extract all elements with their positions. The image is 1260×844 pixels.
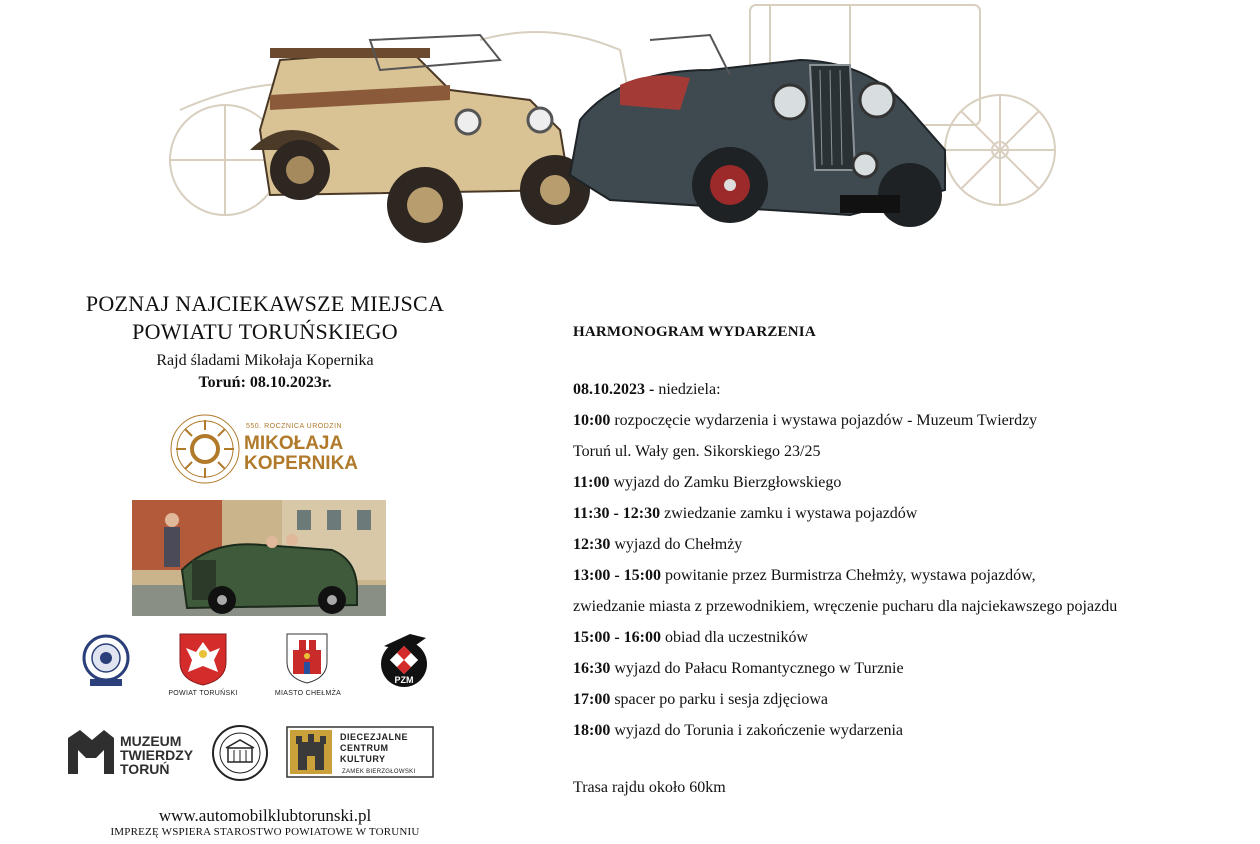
dck-line2: CENTRUM (340, 743, 389, 753)
automobilklub-logo (82, 632, 130, 688)
powiat-torunski-crest-icon (178, 632, 228, 686)
event-subtitle: Rajd śladami Mikołaja Kopernika (156, 352, 374, 369)
schedule-item (573, 467, 1233, 498)
schedule-text: wyjazd do Torunia i zakończenie wydarzenia (610, 722, 904, 739)
schedule-item (573, 591, 1233, 622)
schedule-time: 15:00 - 16:00 (573, 629, 661, 646)
powiat-caption: POWIAT TORUŃSKI (168, 690, 238, 697)
schedule-item (573, 653, 1233, 684)
street-scene-photo (132, 500, 386, 616)
schedule-text: Toruń ul. Wały gen. Sikorskiego 23/25 (573, 443, 821, 460)
muzeum-twierdzy-logo (66, 728, 198, 776)
copernicus-small-text: 550. ROCZNICA URODZIN (246, 423, 343, 430)
pzm-logo-icon (380, 632, 428, 688)
schedule-text: obiad dla uczestników (660, 629, 809, 646)
event-title-line2: POWIATU TORUŃSKIEGO (132, 319, 398, 344)
event-title-line1: POZNAJ NAJCIEKAWSZE MIEJSCA (85, 291, 445, 316)
schedule-text: wyjazd do Zamku Bierzgłowskiego (609, 474, 842, 491)
schedule-time: 11:30 - 12:30 (573, 505, 661, 522)
website-link[interactable]: www.automobilklubtorunski.pl (158, 806, 372, 825)
schedule-item (573, 529, 1233, 560)
event-intro (40, 290, 490, 392)
schedule-time: 12:30 (573, 536, 611, 553)
diecezjalne-centrum-kultury-logo (286, 726, 434, 778)
schedule-item (573, 436, 1233, 467)
event-title (40, 290, 490, 346)
dck-line1: DIECEZJALNE (340, 732, 409, 742)
muzeum-line1: MUZEUM (120, 733, 182, 749)
schedule-text: niedziela: (654, 381, 721, 398)
dck-line3: KULTURY (340, 754, 386, 764)
dck-line4: ZAMEK BIERZGŁOWSKI (342, 769, 416, 775)
schedule-item (573, 684, 1233, 715)
muzeum-line2: TWIERDZY (120, 747, 194, 763)
schedule-item (573, 560, 1233, 591)
schedule-time: 10:00 (573, 412, 611, 429)
miasto-chelmza-crest-icon (285, 632, 329, 684)
copernicus-name-line1: MIKOŁAJA (244, 433, 344, 454)
copernicus-name-line2: KOPERNIKA (244, 453, 359, 474)
schedule-text: zwiedzanie zamku i wystawa pojazdów (660, 505, 918, 522)
schedule-text: zwiedzanie miasta z przewodnikiem, wręczenie pucharu dla najciekawszego pojazdu (573, 598, 1118, 615)
schedule-time: 17:00 (573, 691, 611, 708)
muzeum-line3: TORUŃ (120, 761, 170, 776)
pzm-text: PZM (394, 675, 414, 685)
chelmza-caption: MIASTO CHEŁMŻA (274, 690, 342, 697)
schedule-item (573, 622, 1233, 653)
schedule-time: 11:00 (573, 474, 610, 491)
schedule-item (573, 715, 1233, 746)
schedule-item (573, 405, 1233, 436)
schedule-time: 08.10.2023 - (573, 381, 655, 398)
schedule-text: powitanie przez Burmistrza Chełmży, wystawa pojazdów, (660, 567, 1036, 584)
schedule-list (573, 374, 1233, 746)
schedule-heading: HARMONOGRAM WYDARZENIA (573, 324, 816, 340)
schedule-panel (573, 324, 1233, 803)
schedule-text: spacer po parku i sesja zdjęciowa (610, 691, 829, 708)
schedule-time: 16:30 (573, 660, 611, 677)
hero-vintage-cars-image (150, 0, 1070, 262)
schedule-item (573, 498, 1233, 529)
hotel-palac-romantyczny-logo-icon (211, 724, 269, 782)
event-date: Toruń: 08.10.2023r. (198, 374, 332, 391)
schedule-text: wyjazd do Chełmży (610, 536, 743, 553)
schedule-text: wyjazd do Pałacu Romantycznego w Turznie (610, 660, 904, 677)
schedule-time: 18:00 (573, 722, 611, 739)
route-length-note: Trasa rajdu około 60km (573, 779, 726, 796)
schedule-text: rozpoczęcie wydarzenia i wystawa pojazdów - Muzeum Twierdzy (610, 412, 1038, 429)
copernicus-anniversary-logo (168, 412, 368, 486)
schedule-time: 13:00 - 15:00 (573, 567, 661, 584)
schedule-item (573, 374, 1233, 405)
support-note: IMPREZĘ WSPIERA STAROSTWO POWIATOWE W TORUNIU (110, 826, 420, 838)
